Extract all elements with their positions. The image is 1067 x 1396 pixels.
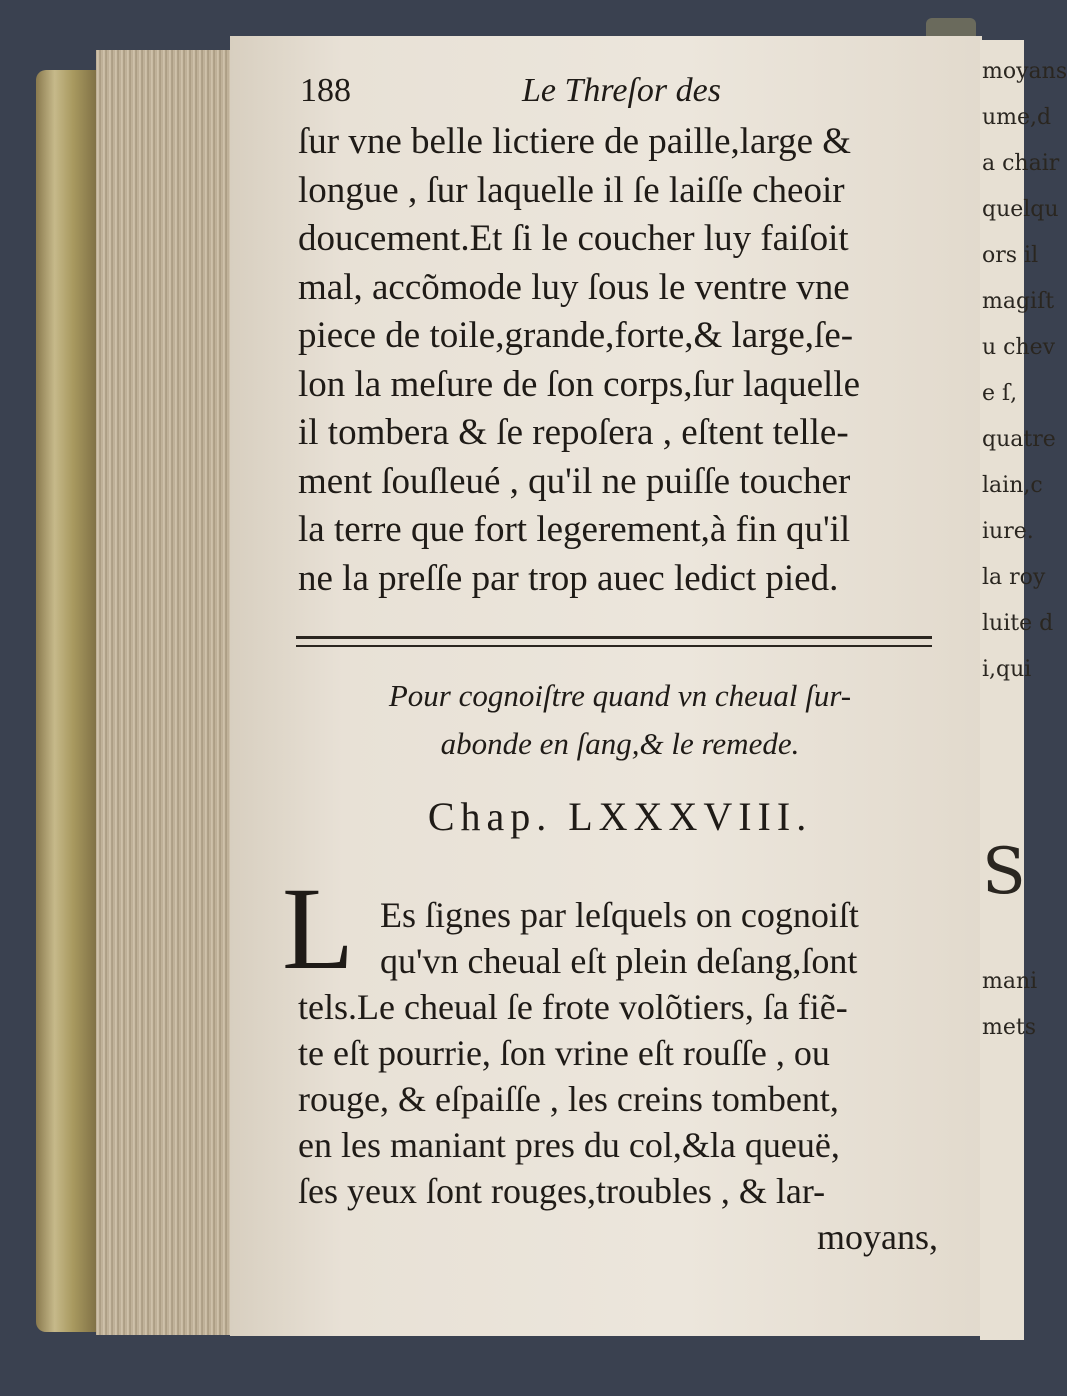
text-line: ne la preſſe par trop auec ledict pied. <box>298 557 839 599</box>
facing-page-fragment-line: S <box>982 835 1026 909</box>
text-line: ſur vne belle lictiere de paille,large & <box>298 121 852 162</box>
text-line: te eſt pourrie, ſon vrine eſt rouſſe , ou <box>298 1033 830 1073</box>
facing-page-fragment-line: magiſt <box>982 289 1055 314</box>
catchword: moyans, <box>817 1217 938 1257</box>
facing-page-fragment-line <box>982 702 1024 730</box>
facing-page-fragment-line: lain,c <box>982 473 1043 498</box>
drop-cap: L <box>282 863 355 994</box>
text-line: tels.Le cheual ſe frote volõtiers, ſa fiẽ- <box>298 987 848 1027</box>
facing-page-fragment-line: quelqu <box>982 197 1059 222</box>
facing-page-fragment-line: i,qui <box>982 657 1032 682</box>
text-line: mal, accõmode luy ſous le ventre vne <box>298 266 850 308</box>
facing-page-fragment-line: moyans <box>982 59 1067 84</box>
text-line: doucement.Et ſi le coucher luy faiſoit <box>298 218 849 259</box>
facing-page-fragment-line: quatre <box>982 427 1056 452</box>
facing-page-fragment-line: la roy <box>982 565 1046 590</box>
text-line: longue , ſur laquelle il ſe laiſſe cheoir <box>298 169 845 211</box>
section-title <box>300 672 940 768</box>
text-line: rouge, & eſpaiſſe , les creins tombent, <box>298 1079 839 1119</box>
page-edges <box>96 50 232 1335</box>
text-line: lon la meſure de ſon corps,ſur laquelle <box>298 363 861 405</box>
book-cover-edge <box>36 70 98 1332</box>
facing-page-fragment-line: a chair <box>982 151 1060 176</box>
section-divider <box>296 636 932 647</box>
facing-page-fragment-line <box>982 794 1024 822</box>
text-line: Es ſignes par leſquels on cognoiſt <box>380 895 859 935</box>
facing-page-fragment-line: ume,d <box>982 105 1052 130</box>
facing-page-fragment <box>980 40 1067 1340</box>
facing-page-fragment-line: mani <box>982 969 1038 994</box>
facing-page-fragment-line: mets <box>982 1015 1037 1040</box>
facing-page-fragment-line <box>982 748 1024 776</box>
facing-page-fragment-line: ors il <box>982 243 1039 268</box>
page-number: 188 <box>300 72 351 109</box>
text-line: il tombera & ſe repoſera , eſtent telle- <box>298 412 849 453</box>
facing-page-fragment-line: u chev <box>982 335 1056 360</box>
chapter-heading: Chap. LXXXVIII. <box>427 794 813 839</box>
text-line: ſes yeux ſont rouges,troubles , & lar- <box>298 1171 826 1211</box>
running-title: Le Threſor des <box>522 72 721 109</box>
facing-page-fragment-line: iure. <box>982 519 1034 544</box>
facing-page-fragment-line <box>982 922 1024 950</box>
text-line: en les maniant pres du col,&la queuë, <box>298 1125 840 1165</box>
text-line: la terre que fort legerement,à fin qu'il <box>298 509 851 550</box>
text-line: ment ſouſleué , qu'il ne puiſſe toucher <box>298 460 851 502</box>
text-line: qu'vn cheual eſt plein deſang,ſont <box>380 941 858 981</box>
facing-page-fragment-line: e ſ, <box>982 381 1018 406</box>
text-line: piece de toile,grande,forte,& large,ſe- <box>298 315 854 356</box>
facing-page-fragment-line: luite d <box>982 611 1054 636</box>
title-line: Pour cognoiſtre quand vn cheual ſur- <box>388 678 852 713</box>
body-text <box>298 118 948 603</box>
title-line: abonde en ſang,& le remede. <box>440 726 800 761</box>
paragraph <box>298 892 938 1260</box>
